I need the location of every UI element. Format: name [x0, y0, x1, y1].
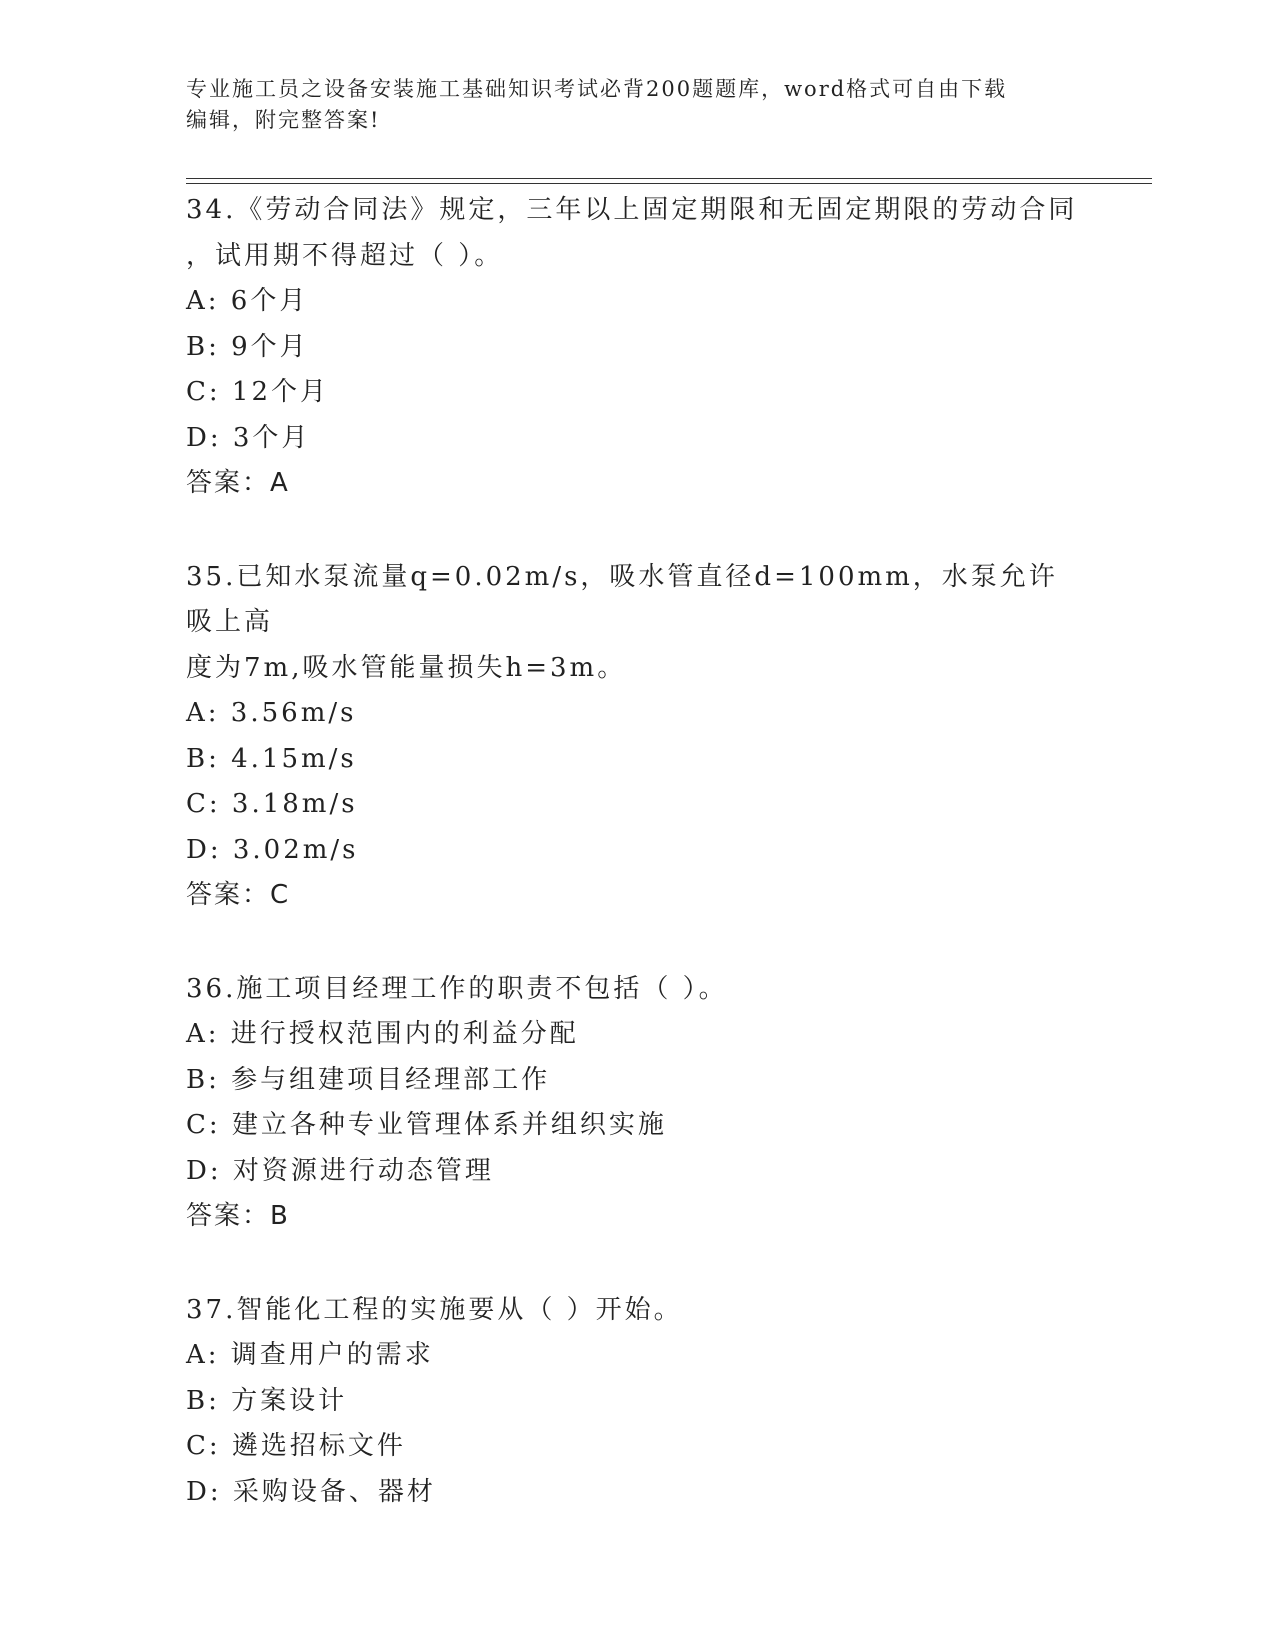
question-stem-continued: 度为7m,吸水管能量损失h=3m。 — [186, 652, 627, 683]
option-d: D: 3个月 — [186, 422, 311, 453]
option-a: A: 6个月 — [186, 286, 309, 316]
option-b: B: 方案设计 — [186, 1385, 348, 1416]
option-d: D: 采购设备、器材 — [186, 1476, 436, 1507]
option-a: A: 调查用户的需求 — [186, 1340, 434, 1370]
question-stem-continued: ，试用期不得超过（ ）。 — [186, 240, 504, 271]
header-divider-bottom — [186, 183, 1152, 184]
option-c: C: 遴选招标文件 — [186, 1431, 406, 1461]
option-a: A: 3.56m/s — [186, 698, 357, 728]
option-b: B: 参与组建项目经理部工作 — [186, 1064, 551, 1095]
header-line-1: 专业施工员之设备安装施工基础知识考试必背200题题库，word格式可自由下载 — [186, 77, 1008, 101]
question-36 — [186, 967, 1086, 1240]
option-b: B: 9个月 — [186, 331, 309, 362]
question-stem: 34.《劳动合同法》规定，三年以上固定期限和无固定期限的劳动合同 — [186, 195, 1078, 225]
header-line-2: 编辑，附完整答案! — [186, 108, 381, 132]
option-b: B: 4.15m/s — [186, 743, 357, 774]
header-divider-top — [186, 178, 1152, 179]
question-stem: 35.已知水泵流量q=0.02m/s，吸水管直径d=100mm，水泵允许吸上高 — [186, 561, 1058, 637]
option-c: C: 建立各种专业管理体系并组织实施 — [186, 1110, 667, 1140]
question-list — [186, 188, 1086, 1563]
answer: 答案：B — [186, 1201, 290, 1231]
question-stem: 37.智能化工程的实施要从（ ）开始。 — [186, 1294, 683, 1325]
question-35 — [186, 555, 1086, 919]
answer: 答案：A — [186, 468, 290, 498]
document-header — [186, 74, 1066, 136]
question-stem: 36.施工项目经理工作的职责不包括（ ）。 — [186, 973, 728, 1004]
option-a: A: 进行授权范围内的利益分配 — [186, 1019, 579, 1049]
option-d: D: 3.02m/s — [186, 834, 359, 865]
option-d: D: 对资源进行动态管理 — [186, 1155, 494, 1186]
question-34 — [186, 188, 1086, 507]
option-c: C: 3.18m/s — [186, 789, 358, 819]
option-c: C: 12个月 — [186, 377, 330, 407]
question-37 — [186, 1288, 1086, 1516]
answer: 答案：C — [186, 880, 291, 910]
